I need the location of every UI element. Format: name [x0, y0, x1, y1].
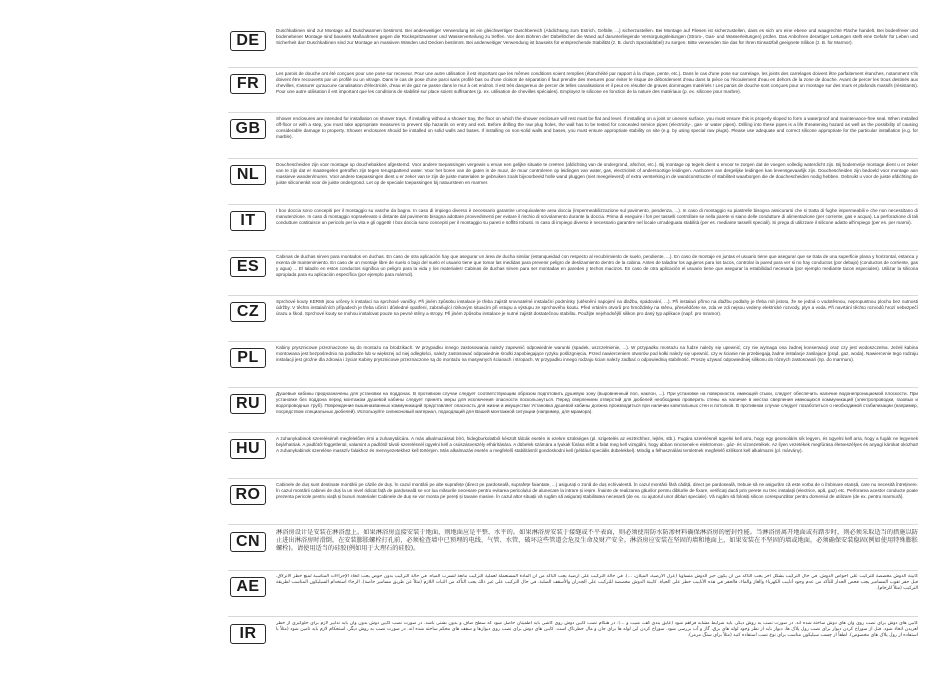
section-divider: [228, 295, 918, 296]
section-divider: [228, 524, 918, 525]
language-badge-pl: PL: [230, 348, 266, 368]
language-badge-ru: RU: [230, 394, 266, 414]
section-ae: [224, 573, 924, 613]
section-fr: [224, 70, 924, 110]
language-badge-cz: CZ: [230, 302, 266, 322]
section-text-ir: كابين های دوش برای نصب روی وان های دوش ساخته شده اند. در صورت نصب به روش دیگر، باید شرایط مشابه فراهم شود (عایق بندی کف، شیب و ...). در هنگام نصب کابین دوش روی کاشی باید اطمینان حاصل شود که سطح صاف و بدون نشتی باشد. در صورت نصب کابین دوش بدون وان باید تدابیر لازم برای جلوگیری از خطر لغزیدن اتخاذ شود. قبل از سوراخ کردن دیوار برای نصب رول پلاک ها، دیوار باید از نظر وجود لوله های برق، گاز و آب بررسی شود. سوراخ کردن این لوله ها برای جان و مال خطرناک است. کابین های دوش برای نصب روی دیوارها و سقف های محکم ساخته شده اند. در صورت نصب به روش دیگر، استحکام لازم باید تامین شود (مثلاً با استفاده از رول پلاک های مخصوص). لطفاً از چسب سیلیکون مناسب برای نوع نصب استفاده کنید (مثلاً برای سنگ مرمر).: [276, 621, 918, 638]
language-badge-it: IT: [230, 211, 266, 231]
section-divider: [228, 204, 918, 205]
section-divider: [228, 158, 918, 159]
section-gb: [224, 115, 924, 155]
language-badge-nl: NL: [230, 165, 266, 185]
section-text-it: I box doccia sono concepiti per il montaggio su vasche da bagno. In caso di impiego diverso è necessario garantire un'equivalente area doccia (impermeabilizzazione sul pavimento, pendenza, ...). In caso di montaggio su piastrelle bisogna assicurarsi che si tratta di fughe impermeabili e che non necessitano di manutenzione. In caso di montaggio sopraelevato o distante dal pavimento bisogna adottare provvedimenti per evitare il rischio di scivolamento durante la doccia. Prima di eseguire i fori per tasselli controllare se nella parete vi siano delle condutture di alimentazione (per corrente, gas e acqua). La perforazione di tali condutture costituisce un pericolo per la vita e gli oggetti! I box doccia sono concepiti per il montaggio su pareti e soffitti robusti. In caso di impiego diverso è necessario garantire nel locale un'adeguata stabilità (per es. mediante tasselli speciali). Si prega di utilizzare il silicone adatto all'impiego (per es. per marmi).: [276, 208, 918, 225]
section-text-fr: Les parois de douche ont été conçues pour une pose sur receveur. Pour une autre utilisation il est important que les mêmes conditions soient remplies (étanchéité par rapport à la chape, pente, etc.). Dans le cas d'une pose sur carrelage, les joints des carrelages doivent être parfaitement étanches, notamment s'ils doivent être recouverts par un profilé ou un vitrage. Dans le cas de pose d'une paroi sans profilé bas ou d'une cloison de séparation il faut prendre des mesures pour éviter le risque de débordement d'eau dans la pièce ou l'écoulement d'eau en dehors de la zone de douche. Avant de percer les trous destinés aux chevilles, s'assurer qu'aucune canalisation d'électricité, d'eau et de gaz ne passe dans le mur à cet endroit. Il est très dangereux de percer de telles canalisations et il peut en résulter de graves dommages matériels ! Les parois de douche sont conçues pour un montage sur des murs et plafonds massifs (résistants). Pour une autre utilisation il est important que les conditions de stabilité sur place soient suffisantes (p. ex. utilisation de chevilles spéciales). Employez le silicone en fonction de la nature des matériaux (p. ex. silicone pour marbre).: [276, 71, 918, 94]
section-divider: [228, 570, 918, 571]
section-nl: [224, 161, 924, 201]
language-badge-de: DE: [230, 31, 266, 51]
language-badge-fr: FR: [230, 74, 266, 94]
section-text-gb: Shower enclosures are intended for installation on shower trays. If installing without a shower tray, the floor on which the shower enclosure will rest must be flat and level. If installing on a joint or uneven surface, you must ensure this is properly sloped to form a waterproof and maintenance-free seal. When installed off-floor or with a step, you must take appropriate measures to prevent slip hazards on entry and exit. Before drilling the raw plug holes, the wall has to be tested for concealed service pipes (electricity-, gas- or water pipes). Drilling into these pipes is a life threatening hazard as well as the possibility of causing considerable damage to property. Shower enclosures should be installed on solid walls and bases. If installing on non-solid walls and bases, you must ensure appropriate stability on site (e.g. by using special raw plugs). Please use adequate and correct silicone appropriate for the particular installation (e.g. for marble).: [276, 116, 918, 139]
section-text-ro: Cabinele de duș sunt destinate montării pe căzile de duș. În cazul montării pe alte suprafețe (direct pe pardoseală, suprafețe faiantate, ...) asigurați o zonă de duș echivalentă. În cazul montării fără cădiță, direct pe pardoseală, trebuie să ne asigurăm că este vorba de o îmbinare etanșă, care nu necesită întreținere. În cazul montării cabinei de duș la un nivel ridicat față de pardoseală se vor lua măsurile necesare pentru evitarea pericolului de alunecare la intrare și ieșire. Înainte de realizarea găurilor pentru diblurile de fixare, verificați dacă prin perete nu trec instalații (electrice, apă, gaz) etc. Perforarea acestor conducte poate prezenta pericole pentru viață și bunuri materiale! Cabinele de duș se vor monta pe pereți și tavane masive. În cazul altor situații vă rugăm să asigurați stabilitatea necesară (de ex. cu ajutorul unor dibluri speciale). Vă rugăm să folosiți silicon corespunzător pentru domeniul de utilizare (de ex. pentru marmură).: [276, 482, 918, 499]
section-divider: [228, 250, 918, 251]
language-badge-es: ES: [230, 257, 266, 277]
section-hu: [224, 435, 924, 475]
section-cn: [224, 528, 924, 568]
section-divider: [228, 432, 918, 433]
section-cz: [224, 298, 924, 338]
section-text-de: Duschkabinen sind zur Montage auf Duschwannen bestimmt. Bei anderweitiger Verwendung ist ein gleichwertiger Duschbereich (Abdichtung zum Estrich, Gefälle, ...) sicherzustellen. Bei Montage auf Fliesen ist sicherzustellen, dass es sich um eine ebene und waagrechte Fläche handelt. Bei bodenfreier und bodenebener Montage sind bauseits Maßnahmen gegen die Rückspritzwasser und Wasserverteilung zu treffen. Vor dem Bohren der Dübellöcher die Wand auf darunterliegende Versorgungsleitungen (Strom-, Gas- und Wasserleitungen) prüfen. Das Anbohren derartiger Leitungen stellt eine Gefahr für Leben und Sicherheit dar! Duschkabinen sind zur Montage an massiven Wänden und Decken bestimmt. Bei anderweitiger Verwendung ist bauseits für entsprechende Stabilität (z. B. durch Spezialdübel) zu sorgen. Bitte verwenden Sie das für Ihren Einsatzfall geeignete Silikon (z. B. für Marmor).: [276, 28, 918, 45]
language-badge-ir: IR: [230, 624, 266, 644]
section-text-nl: Douchescheiden zijn voor montage op douchebakken afgestemd. Voor andere toepassingen vergewis u ervan een gelijke situatie te creëren (afdichting van de ondergrond, afschot, etc.). Bij montage op tegels dient u ervoor te zorgen dat de voegen volledig waterdicht zijn. Bij bodemvrije montage dient u er zeker van te zijn dat er maatregelen getroffen zijn tegen terugspattend water. Voor het boren van de gaten in de muur, de muur controleren op leidingen van water, gas, electriciteit of andersoortige leidingen. Aanboren van dergelijke leidingen kan levensgevaarlijk zijn. Douchescheiden zijn bedoeld voor montage aan massieve wanden/muren. Voor andere toepassingen dient u er zeker van te zijn de juiste materialen te gebruiken zoals bijvoorbeeld holle wand pluggen (niet meegeleverd) of extra versterking in de wandconstructie of stabiliteit waarborgen die de douchescheiden nodig hebben. Gebruikt u voor de juiste afdichting de juiste siliconenkit voor de juiste ondergrond. Let op de speciale toepassingen bij natuursteen en marmer.: [276, 162, 918, 185]
section-text-cz: Sprchové kouty KERMI jsou určeny k instalaci na sprchové vaničky. Při jiném způsobu instalace je třeba zajistit srovnatelné instalační podmínky (utěsnění napojení na dlažbu, spádování, ...). Při instalaci přímo na dlažbu podlahy je třeba mít jistotu, že se jedná o vodotěsnou, nepropustnou plochu bez nutnosti údržby. V těchto instalačních případech je třeba učinit i důsledné opatření, zabraňující rizikovým situacím při vstupu a výstupu ze sprchového koutu. Před vrtáním otvorů pro hmoždinky na stěnu, přesvědčete se, zda ve zdi nejsou vedeny elektrické rozvody, plyn a voda. Při navrtání těchto rozvodů hrozí nebezpečí úrazu a škod. Sprchové kouty se mohou instalovat pouze na pevné stěny a stropy. Při jiném způsobu instalace je nutné zajistit dostatečnou stabilitu. Použijte nejvhodnější silikon pro daný typ aplikace (např. pro mramor).: [276, 299, 918, 316]
section-ir: [224, 620, 924, 660]
section-text-cn: 淋浴房设计是安装在淋浴盘上。如果淋浴房直接安装于地面，则地面应是平整、水平的。如果淋浴房安装于接缝或不平表面，则必须使用防水防渗材料确保淋浴房的密封性能。当淋浴房离开地面或有踏步时，则必须采取适当的措施以防止进出淋浴房时滑倒。在安装膨胀螺栓打孔前，必须检查墙中已预埋的电线、气管、水管，破坏这些管道会危及生命及财产安全。淋浴房应安装在坚固的墙和地面上，如果安装在不坚固的墙或地面，必须确保安装稳固(例如使用特殊膨胀螺栓)。请使用适当的硅胶(例如用于大理石的硅胶)。: [276, 529, 918, 552]
section-es: [224, 253, 924, 293]
section-ru: [224, 390, 924, 430]
section-it: [224, 207, 924, 247]
language-badge-ae: AE: [230, 577, 266, 597]
section-text-pl: Kabiny prysznicowe przeznaczone są do montażu na brodzikach. W przypadku innego zastosowania należy zapewnić odpowiednie warunki (spadek, uszczelnienie, ...). W przypadku montażu na fudze należy się upewnić, czy nie wymaga ona żadnej konserwacji oraz czy jest wodoszczelna. Jeżeli kabina montowana jest bezpośrednio na podłodze lub w większej od niej odległości, należy zastosować odpowiednie środki zapobiegające ryzyku poślizgnięcia. Przed nawierceniem otworów pod kołki należy się upewnić, czy w ścianie nie przebiegają żadne instalacje zasilające (prąd, gaz, woda). Nawiercenie tego rodzaju instalacji jest groźne dla zdrowia i życia! Kabiny prysznicowe przeznaczone są do montażu na masywnych ścianach i stropach. W przypadku innego rodzaju ścian należy zadbać o odpowiednią stabilność. Proszę używać odpowiedniej silikonu do różnych zastosowań (np. do marmuru).: [276, 345, 918, 362]
section-de: [224, 27, 924, 67]
section-divider: [228, 616, 918, 617]
section-text-ae: كابينة الدوش مخصصة للتركيب على أحواض الدوش. في حال التركيب بشكل آخر يجب التأكد من أن يكون حيز الدوش متساوياً (عزل الأرضية، الميلان، ...). في حالة التركيب على أرضية يجب التأكد من أن المادة المستعملة لعملية التركيب مانعة لتسرب المياه. في حالة التركيب بدون حوض يجب اتخاذ الإجراءات المناسبة لمنع خطر الانزلاق. قبل حفر ثقوب المسامير يجب فحص الجدار للتأكد من عدم وجود أنابيب الكهرباء والغاز والماء، فالحفر في هذه الأنابيب خطر على الحياة. كابينة الدوش مخصصة للتركيب على الجدران والأسقف الصلبة. في حال التركيب على غير ذلك يجب التأكد من الثبات اللازم (مثلاً عن طريق مسامير خاصة). الرجاء استخدام السيليكون المناسب لطريقة التركيب (مثلاً للرخام).: [276, 574, 918, 591]
language-badge-gb: GB: [230, 119, 266, 139]
section-ro: [224, 481, 924, 521]
section-divider: [228, 67, 918, 68]
language-badge-hu: HU: [230, 439, 266, 459]
section-pl: [224, 344, 924, 384]
section-text-hu: A zuhanykabinok szerelésénél megfelelően érni a zuhanytálcára. A más alkalmazással bíró, hidegburkolatból készült tálcák esetén is ezekre szükséges (pl. szigetelés az esztrichhez, lejtés, stb.). Fugára szerelésnél ügyelni kell arra, hogy egy geomoláris sík legyen, és ügyelni kell arra, hogy a fugák ne legyenek bejárhatóak. A padlótól függetlenül, valamint a padlótól távoli szerelésnél ügyelni kell a csúszásveszély elhárítására. A dübelek számára a lyukak fúrása előtt a falat meg kell vizsgálni, hogy abban nincsenek-e elektromos-, gáz- és vízvezetékek. Az ilyen vezetékek megfúrása életveszélyes és anyagi károkat okozhat! A zuhanykabinok szerelése masszív falakhoz és mennyezetekhez kell történjen. Más alkalmazás esetén a megfelelő stabilitásról gondoskodni kell (például speciális dübelekkel). Mindig a felhasználási területnek megfelelő szilikont kell alkalmazni (pl. márvány).: [276, 436, 918, 453]
section-divider: [228, 112, 918, 113]
section-text-ru: Душевые кабины предназначены для установки на поддонах. В противном случае следует соответствующим образом подготовить душевую зону (выровненный пол, наклон, ...). При установке на поверхности, имеющей стыки, следует обеспечить наличие водонепроницаемой плоскости. При установке без поддона перед монтажом душевой кабины следует принять меры для исключения опасности поскользнуться. Перед сверлением отверстий для дюбелей необходимо проверить стены на наличие в местах сверления имеющихся коммуникаций (электропроводки, газовых и водопроводных труб). Повреждение вышеназванных коммуникаций представляет опасность для жизни и имущества! Установка душевой кабины должна производиться при наличии капитальных стен и потолков. В противном случае следует позаботиться о необходимой стабилизации (например, посредством специальных дюбелей). Используйте силиконовый материал, подходящий для Вашей монтажной ситуации (например, для мрамора).: [276, 391, 918, 414]
language-badge-ro: RO: [230, 485, 266, 505]
language-badge-cn: CN: [230, 532, 266, 552]
section-divider: [228, 387, 918, 388]
section-divider: [228, 478, 918, 479]
section-text-es: Cabinas de duchas sirven para montados en duchas. En caso de otra aplicación hay que asegurar un área de ducha similar (estanqueidad con respecto al recubrimiento de suelo, pendiente, ...). En caso de montaje en juntas el usuario tiene que asegurar que se trata de una superficie plana y horizontal, estanca y exenta de mantenimiento. En caso de un montaje libre de suelo o bajo del suelo el usuario tiene que tomar las medidas para prevenir peligro de deslizamiento dentro de la cabina. Antes de taladrar los agujeros para los tacos, controlar la pared para ver si no hay conductos (por debajo) (conductos de corriente, gas y agua) ... El taladro en estos conductos significa un peligro para la vida y los materiales! Cabinas de duchas sirven para ser montadas en paredes y techos macizos. En caso de otra aplicación el usuario tiene que asegurar la estabilidad necesaria (por ejemplo mediante tacos especiales). Utilizar la silicona apropiada para su aplicación específica (por ejemplo para mármol).: [276, 254, 918, 277]
section-divider: [228, 341, 918, 342]
